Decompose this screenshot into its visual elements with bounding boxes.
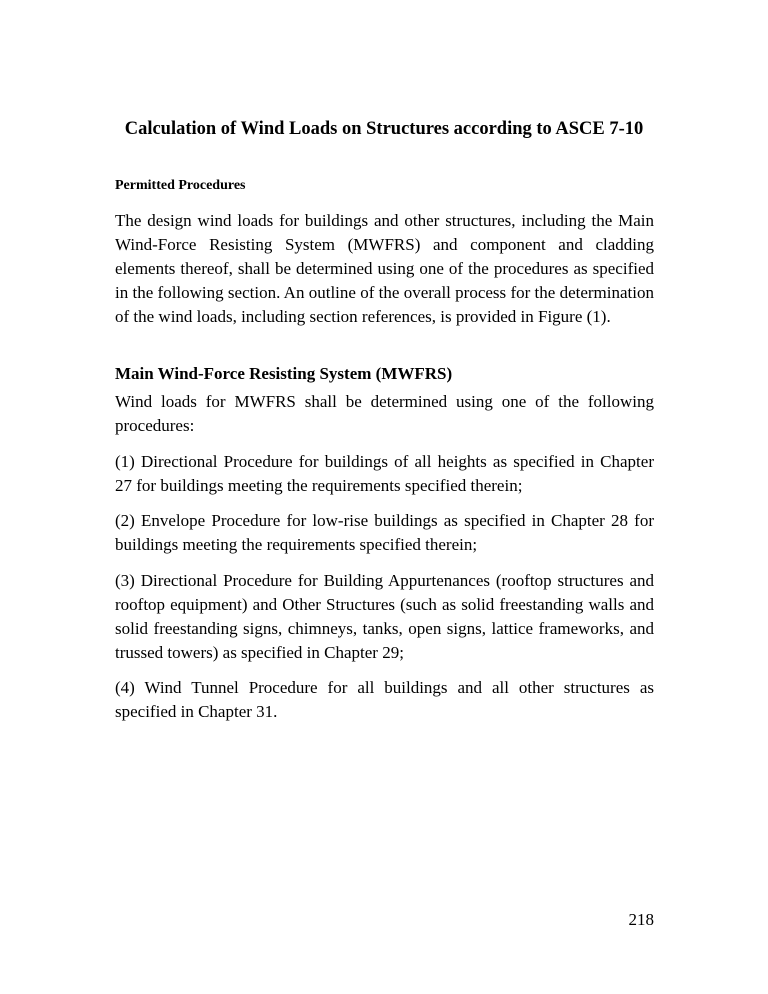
paragraph: Wind loads for MWFRS shall be determined using one of the following procedures: <box>115 392 654 435</box>
paragraph: The design wind loads for buildings and other structures, including the Main Wind-Force Resisting System (MWFRS) and component and cladding elements thereof, shall be determined using one of the procedures as specified in the following section. An outline of the overall process for the determination of the wind loads, including section references, is provided in Figure (1). <box>115 211 654 326</box>
permitted-procedures-body <box>115 209 654 341</box>
list-item: (4) Wind Tunnel Procedure for all buildings and all other structures as specified in Chapter 31. <box>115 678 654 721</box>
section-heading-permitted-procedures: Permitted Procedures <box>115 178 246 193</box>
mwfrs-body <box>115 390 654 736</box>
list-item: (2) Envelope Procedure for low-rise buildings as specified in Chapter 28 for buildings meeting the requirements specified therein; <box>115 511 654 554</box>
list-item: (1) Directional Procedure for buildings of all heights as specified in Chapter 27 for buildings meeting the requirements specified therein; <box>115 451 654 495</box>
section-heading-mwfrs: Main Wind-Force Resisting System (MWFRS) <box>115 364 453 383</box>
page-number: 218 <box>628 910 654 929</box>
list-item: (3) Directional Procedure for Building Appurtenances (rooftop structures and rooftop equipment) and Other Structures (such as solid freestanding walls and solid freestanding signs, chimneys, tanks, open signs, lattice frameworks, and trussed towers) as specified in Chapter 29; <box>115 570 654 662</box>
document-title: Calculation of Wind Loads on Structures according to ASCE 7-10 <box>124 119 644 139</box>
